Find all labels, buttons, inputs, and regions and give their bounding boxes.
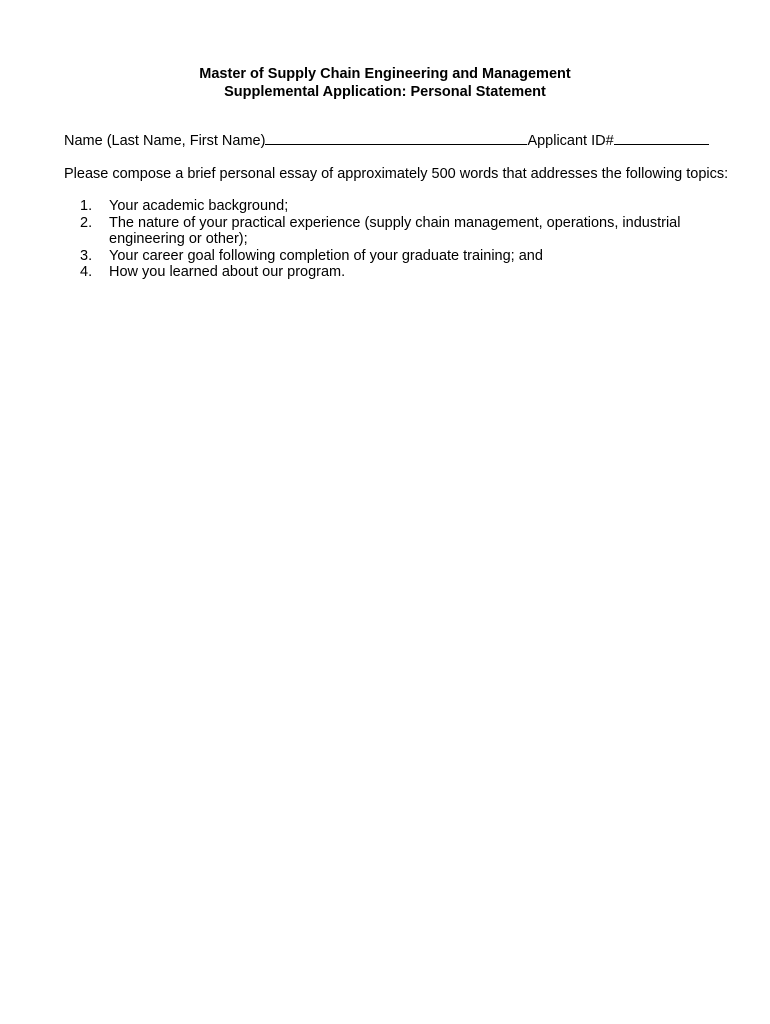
list-item xyxy=(80,264,740,281)
list-item xyxy=(80,215,740,248)
list-item-text: The nature of your practical experience (supply chain management, operations, industrial engineering or other); xyxy=(109,214,681,247)
applicant-id-label: Applicant ID# xyxy=(527,133,614,149)
applicant-id-field[interactable] xyxy=(614,131,709,145)
name-label: Name (Last Name, First Name) xyxy=(64,133,266,149)
essay-instructions: Please compose a brief personal essay of approximately 500 words that addresses the following topics: xyxy=(64,166,729,182)
title-line-statement: Supplemental Application: Personal Statement xyxy=(224,84,546,100)
applicant-info-row xyxy=(64,131,709,150)
list-item-number: 3. xyxy=(80,247,93,264)
name-field[interactable] xyxy=(265,131,527,145)
document-title xyxy=(0,65,770,101)
list-item-text: Your academic background; xyxy=(109,198,289,214)
list-item-number: 2. xyxy=(80,214,93,231)
list-item-text: Your career goal following completion of your graduate training; and xyxy=(109,247,543,264)
list-item-number: 4. xyxy=(80,264,93,280)
list-item xyxy=(80,198,740,215)
topics-list xyxy=(80,198,740,281)
list-item xyxy=(80,248,740,265)
title-line-program: Master of Supply Chain Engineering and Management xyxy=(199,66,571,82)
list-item-text: How you learned about our program. xyxy=(109,264,346,280)
list-item-number: 1. xyxy=(80,198,93,214)
